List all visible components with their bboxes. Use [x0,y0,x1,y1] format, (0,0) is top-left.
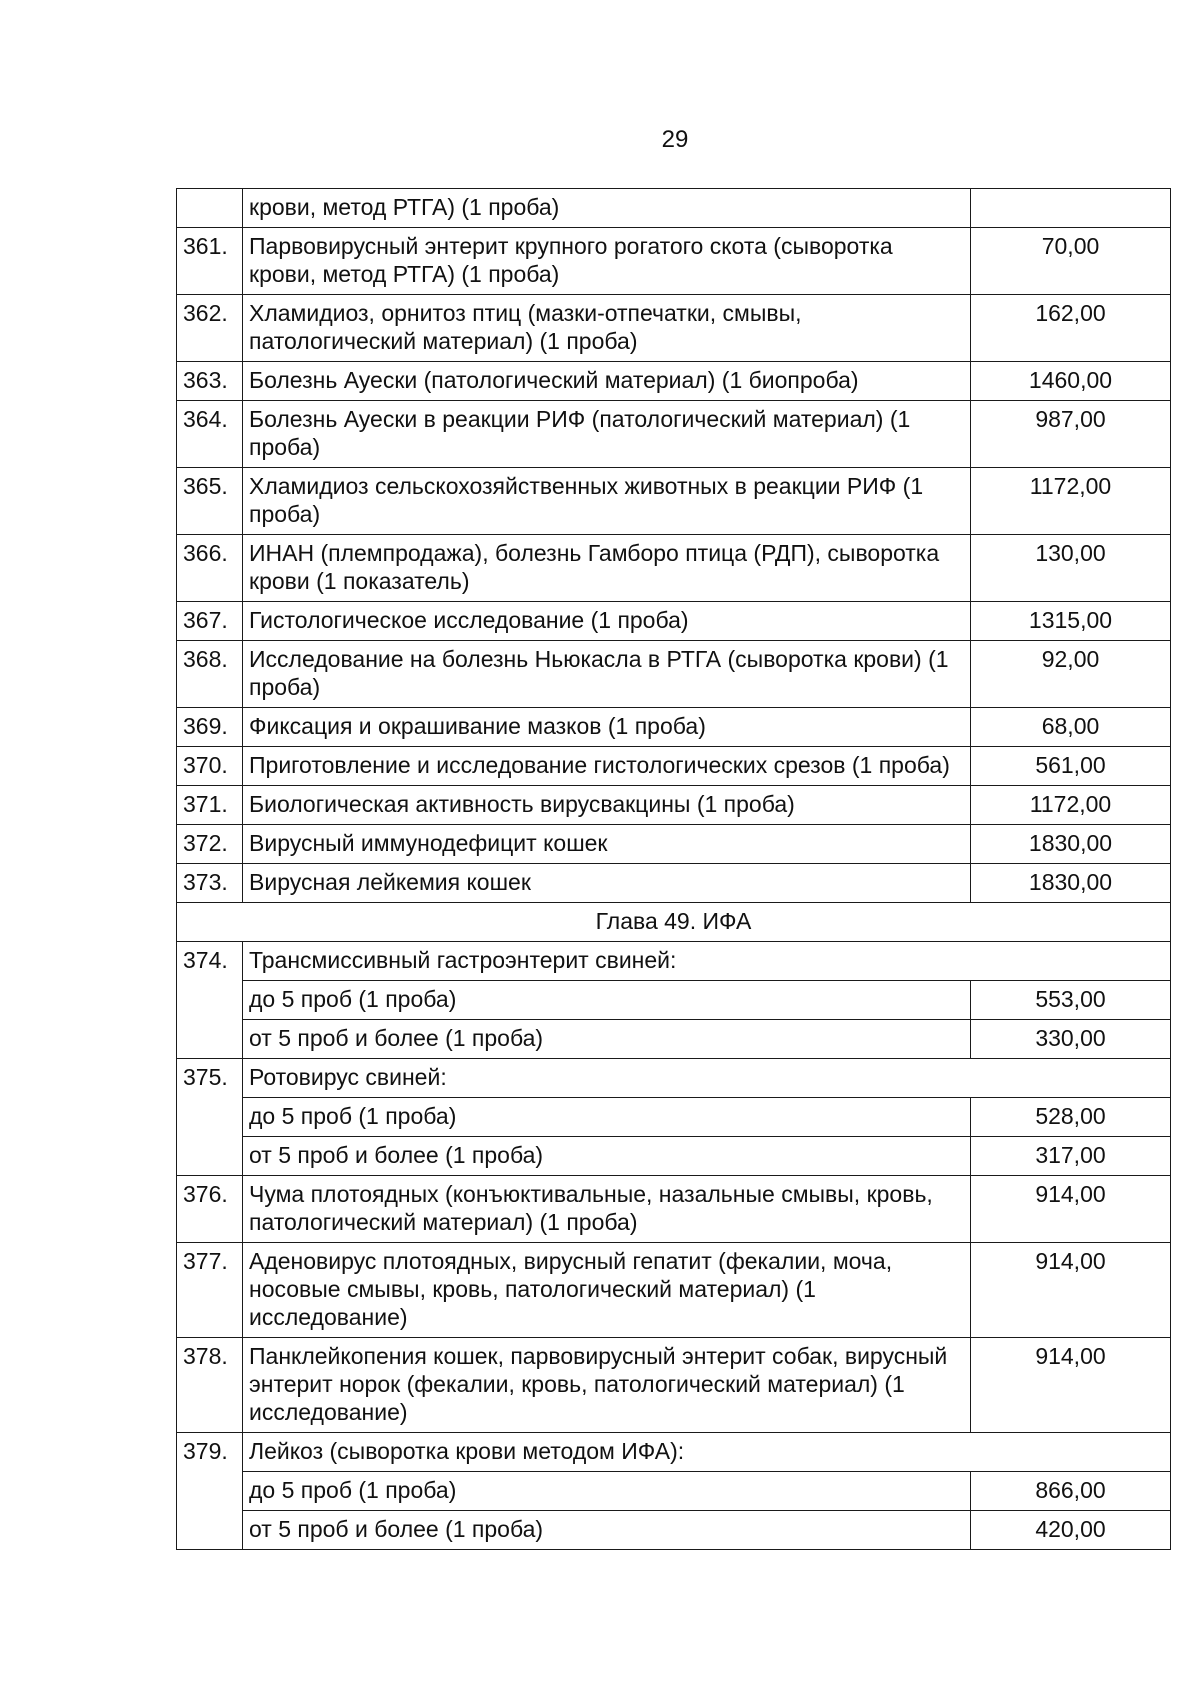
row-number [177,189,243,228]
row-number: 376. [177,1176,243,1243]
row-number: 366. [177,535,243,602]
group-title: Трансмиссивный гастроэнтерит свиней: [243,942,1171,981]
row-description: до 5 проб (1 проба) [243,1472,971,1511]
row-price: 130,00 [971,535,1171,602]
table-row [177,602,1171,641]
row-number: 367. [177,602,243,641]
chapter-title: Глава 49. ИФА [177,903,1171,942]
group-header-row [177,1433,1171,1472]
row-number: 374. [177,942,243,1059]
row-description: Исследование на болезнь Ньюкасла в РТГА (сыворотка крови) (1 проба) [243,641,971,708]
row-number: 372. [177,825,243,864]
row-description: крови, метод РТГА) (1 проба) [243,189,971,228]
row-price: 914,00 [971,1176,1171,1243]
row-description: Болезнь Ауески (патологический материал) (1 биопроба) [243,362,971,401]
row-number: 371. [177,786,243,825]
table-row [177,535,1171,602]
row-description: от 5 проб и более (1 проба) [243,1020,971,1059]
page-number: 29 [661,126,689,153]
row-description: до 5 проб (1 проба) [243,981,971,1020]
row-description: от 5 проб и более (1 проба) [243,1511,971,1550]
row-price: 553,00 [971,981,1171,1020]
row-price: 1172,00 [971,786,1171,825]
row-description: Хламидиоз сельскохозяйственных животных в реакции РИФ (1 проба) [243,468,971,535]
row-number: 377. [177,1243,243,1338]
table-row [177,1338,1171,1433]
row-price [971,189,1171,228]
table-row [177,641,1171,708]
row-number: 378. [177,1338,243,1433]
row-description: Парвовирусный энтерит крупного рогатого скота (сыворотка крови, метод РТГА) (1 проба) [243,228,971,295]
row-price: 317,00 [971,1137,1171,1176]
row-description: Аденовирус плотоядных, вирусный гепатит (фекалии, моча, носовые смывы, кровь, патологический материал) (1 исследование) [243,1243,971,1338]
row-description: Вирусный иммунодефицит кошек [243,825,971,864]
table-row [177,468,1171,535]
row-number: 379. [177,1433,243,1550]
table-row [177,228,1171,295]
table-row [177,864,1171,903]
row-description: Хламидиоз, орнитоз птиц (мазки-отпечатки, смывы, патологический материал) (1 проба) [243,295,971,362]
row-price: 1315,00 [971,602,1171,641]
group-sub-row [177,1511,1171,1550]
table-row [177,708,1171,747]
group-title: Ротовирус свиней: [243,1059,1171,1098]
row-description: Биологическая активность вирусвакцины (1 проба) [243,786,971,825]
row-description: Гистологическое исследование (1 проба) [243,602,971,641]
row-price: 866,00 [971,1472,1171,1511]
row-price: 1460,00 [971,362,1171,401]
row-number: 362. [177,295,243,362]
table-row [177,1176,1171,1243]
row-description: до 5 проб (1 проба) [243,1098,971,1137]
row-description: ИНАН (племпродажа), болезнь Гамборо птица (РДП), сыворотка крови (1 показатель) [243,535,971,602]
row-number: 364. [177,401,243,468]
row-price: 1830,00 [971,825,1171,864]
row-price: 92,00 [971,641,1171,708]
table-row [177,747,1171,786]
row-description: Болезнь Ауески в реакции РИФ (патологический материал) (1 проба) [243,401,971,468]
row-description: от 5 проб и более (1 проба) [243,1137,971,1176]
row-price: 1830,00 [971,864,1171,903]
row-price: 1172,00 [971,468,1171,535]
group-sub-row [177,1137,1171,1176]
table-row [177,189,1171,228]
price-table [176,188,1171,1550]
group-sub-row [177,1020,1171,1059]
row-description: Приготовление и исследование гистологических срезов (1 проба) [243,747,971,786]
group-title: Лейкоз (сыворотка крови методом ИФА): [243,1433,1171,1472]
table-row [177,825,1171,864]
table-row [177,362,1171,401]
group-header-row [177,942,1171,981]
row-number: 369. [177,708,243,747]
row-number: 363. [177,362,243,401]
table-row [177,1243,1171,1338]
row-price: 330,00 [971,1020,1171,1059]
row-description: Чума плотоядных (конъюктивальные, назальные смывы, кровь, патологический материал) (1 проба) [243,1176,971,1243]
row-price: 70,00 [971,228,1171,295]
row-price: 420,00 [971,1511,1171,1550]
row-description: Панклейкопения кошек, парвовирусный энтерит собак, вирусный энтерит норок (фекалии, кровь, патологический материал) (1 исследование) [243,1338,971,1433]
group-sub-row [177,1098,1171,1137]
group-sub-row [177,981,1171,1020]
chapter-row [177,903,1171,942]
row-number: 375. [177,1059,243,1176]
table-row [177,401,1171,468]
row-number: 370. [177,747,243,786]
row-number: 365. [177,468,243,535]
row-description: Фиксация и окрашивание мазков (1 проба) [243,708,971,747]
row-number: 373. [177,864,243,903]
table-row [177,295,1171,362]
row-price: 987,00 [971,401,1171,468]
row-number: 368. [177,641,243,708]
row-price: 914,00 [971,1243,1171,1338]
group-header-row [177,1059,1171,1098]
row-price: 162,00 [971,295,1171,362]
row-number: 361. [177,228,243,295]
row-price: 561,00 [971,747,1171,786]
table-row [177,786,1171,825]
row-description: Вирусная лейкемия кошек [243,864,971,903]
row-price: 68,00 [971,708,1171,747]
group-sub-row [177,1472,1171,1511]
row-price: 528,00 [971,1098,1171,1137]
row-price: 914,00 [971,1338,1171,1433]
table-body [177,189,1171,1550]
